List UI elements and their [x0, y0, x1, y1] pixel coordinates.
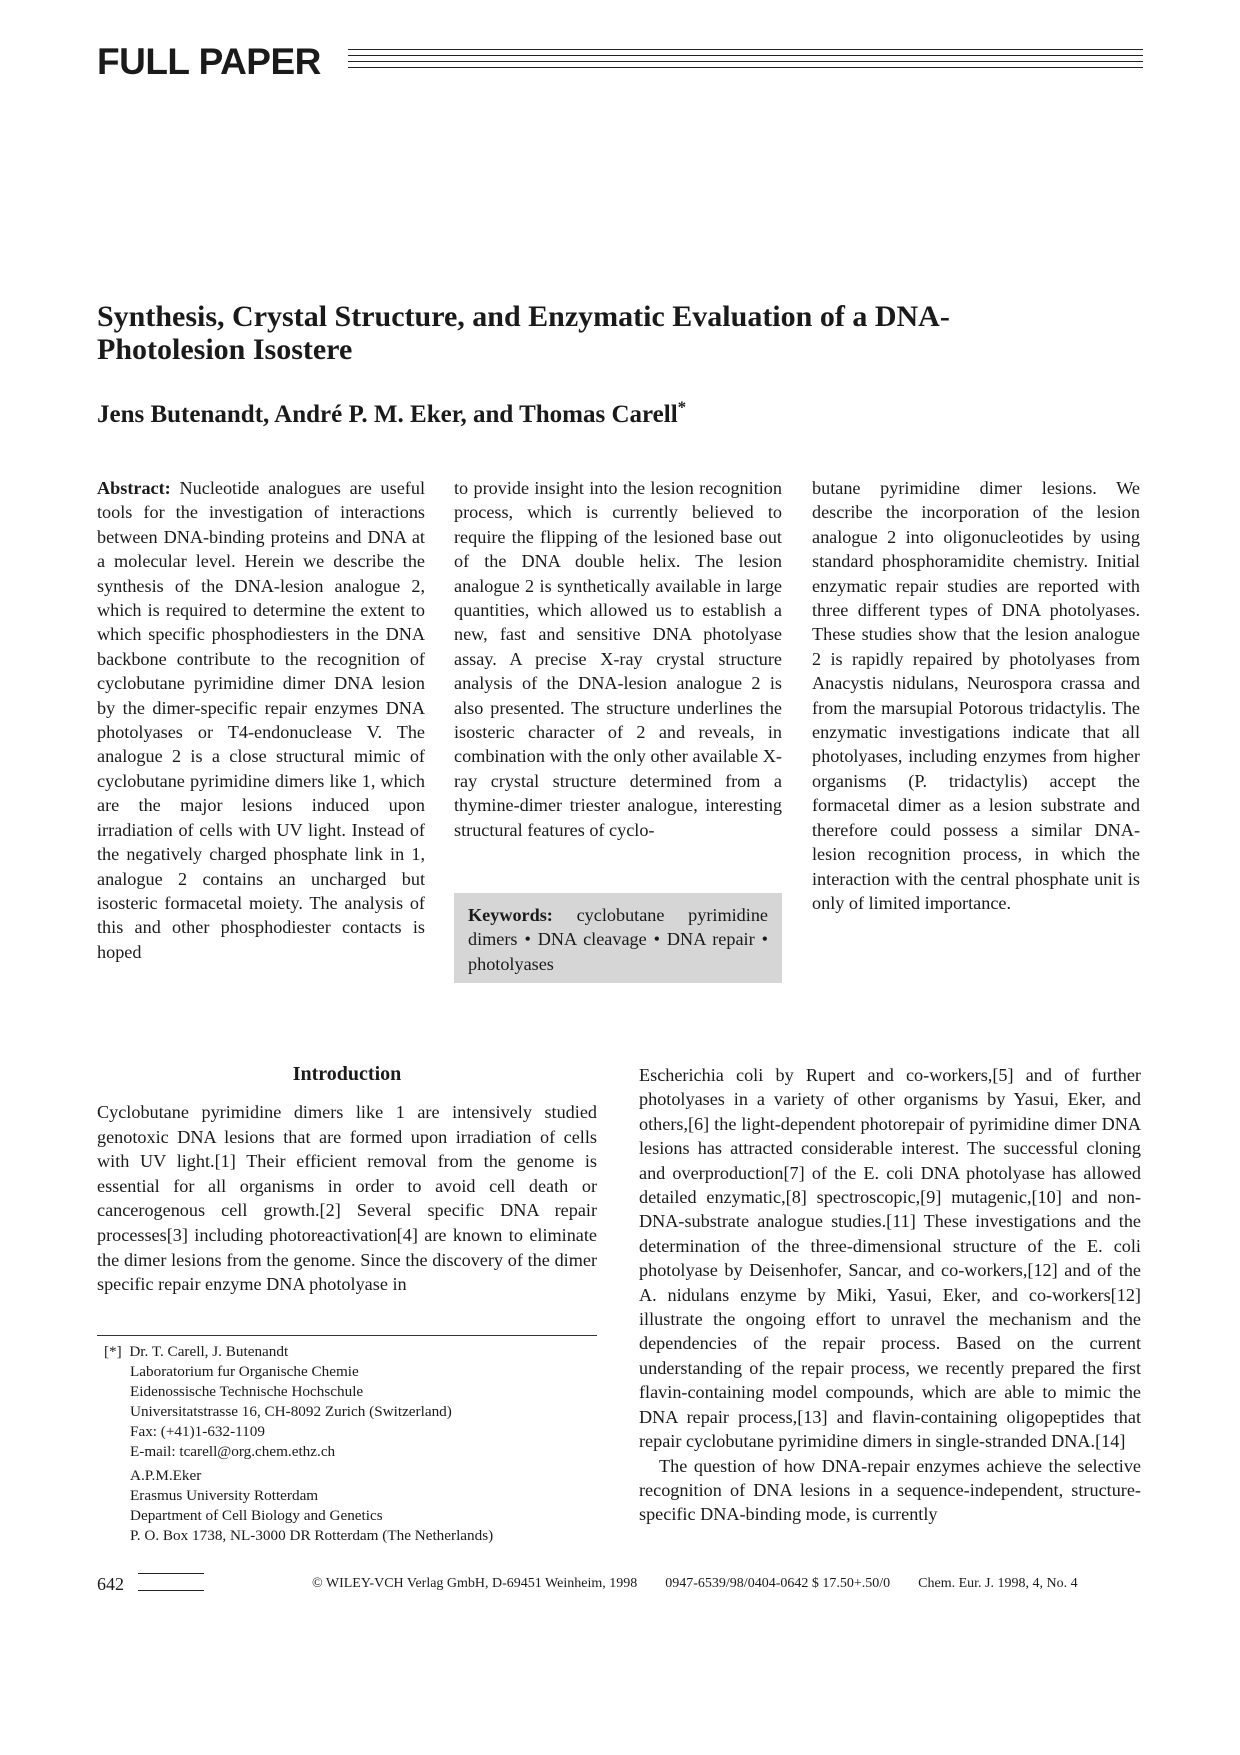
paper-title: Synthesis, Crystal Structure, and Enzymatic Evaluation of a DNA-Photolesion Isostere — [97, 300, 950, 366]
journal-citation: Chem. Eur. J. 1998, 4, No. 4 — [918, 1576, 1078, 1591]
abstract-text-2: to provide insight into the lesion recognition process, which is currently believed to require the flipping of the lesioned base out of the DNA double helix. The lesion analogue 2 is synthetically available in large quantities, which allowed us to establish a new, fast and sensitive DNA photolyase assay. A precise X-ray crystal structure analysis of the DNA-lesion analogue 2 is also presented. The structure underlines the isosteric character of 2 and reveals, in combination with the only other available X-ray crystal structure determined from a thymine-dimer triester analogue, interesting structural features of cyclo- — [454, 478, 782, 840]
keyword: DNA repair — [666, 929, 755, 950]
footnote-rule — [97, 1335, 597, 1336]
footnote-line: Fax: (+41)1-632-1109 — [130, 1423, 265, 1440]
footnote-line: A.P.M.Eker — [130, 1467, 202, 1484]
abstract-column-1 — [97, 476, 425, 964]
article-code: 0947-6539/98/0404-0642 $ 17.50+.50/0 — [665, 1576, 891, 1591]
section-label: FULL PAPER — [97, 41, 321, 82]
abstract-label: Abstract: — [97, 478, 171, 498]
intro-paragraph-2: The question of how DNA-repair enzymes achieve the selective recognition of DNA lesions in a sequence-independent, structure-specific DNA-binding mode, is currently — [639, 1455, 1141, 1525]
footnote-line: Universitatstrasse 16, CH-8092 Zurich (Switzerland) — [130, 1403, 452, 1420]
abstract-text-3: butane pyrimidine dimer lesions. We describe the incorporation of the lesion analogue 2 into oligonucleotides by using standard phosphoramidite chemistry. Initial enzymatic repair studies are reported with three different types of DNA photolyases. These studies show that the lesion analogue 2 is rapidly repaired by photolyases from Anacystis nidulans, Neurospora crassa and from the marsupial Potorous tridactylis. The enzymatic investigations indicate that all photolyases, including enzymes from higher organisms (P. tridactylis) accept the formacetal dimer as a lesion substrate and therefore could possess a similar DNA-lesion recognition process, in which the interaction with the central phosphate unit is only of limited importance. — [812, 478, 1140, 913]
abstract-text-1: Nucleotide analogues are useful tools for the investigation of interactions between DNA-binding proteins and DNA at a molecular level. Herein we describe the synthesis of the DNA-lesion analogue 2, which is required to determine the extent to which specific phosphodiesters in the DNA backbone contribute to the recognition of cyclobutane pyrimidine dimer DNA lesion by the dimer-specific repair enzymes DNA photolyases or T4-endonuclease V. The analogue 2 is a close structural mimic of cyclobutane pyrimidine dimers like 1, which are the major lesions induced upon irradiation of cells with UV light. Instead of the negatively charged phosphate link in 1, analogue 2 contains an uncharged but isosteric formacetal moiety. The analysis of this and other phosphodiester contacts is hoped — [97, 478, 425, 962]
corresponding-mark: * — [677, 397, 687, 417]
page-number-rules — [138, 1573, 204, 1596]
intro-column-1 — [97, 1100, 597, 1297]
intro-column-2 — [639, 1063, 1141, 1527]
footnote-line: Department of Cell Biology and Genetics — [130, 1507, 383, 1524]
keywords-label: Keywords: — [468, 905, 553, 925]
abstract-column-2 — [454, 476, 782, 842]
footnote-line: Dr. T. Carell, J. Butenandt — [129, 1343, 289, 1360]
footnote-line: P. O. Box 1738, NL-3000 DR Rotterdam (The Netherlands) — [130, 1527, 494, 1544]
header-rules — [348, 49, 1143, 73]
keyword: photolyases — [468, 953, 554, 974]
publisher-notice: © WILEY-VCH Verlag GmbH, D-69451 Weinheim, 1998 — [312, 1576, 638, 1591]
abstract-column-3 — [812, 476, 1140, 915]
footnote-marker: [*] — [104, 1343, 122, 1360]
keyword: cyclobutane pyrimidine dimers — [468, 905, 768, 950]
intro-paragraph-1: Escherichia coli by Rupert and co-workers,[5] and of further photolyases in a variety of other organisms by Yasui, Eker, and others,[6] the light-dependent photorepair of pyrimidine dimer DNA lesions has attracted considerable interest. The successful cloning and overproduction[7] of the E. coli DNA photolyase has allowed detailed enzymatic,[8] spectroscopic,[9] mutagenic,[10] and non-DNA-substrate analogue studies.[11] These investigations and the determination of the three-dimensional structure of the E. coli photolyase by Deisenhofer, Sancar, and co-workers,[12] and of the A. nidulans enzyme by Miki, Yasui, Eker, and co-workers[12] illustrate the ongoing effort to unravel the mechanism and the dependencies of the repair process. Based on the current understanding of the repair process, we recently prepared the first flavin-containing model compounds, which are able to mimic the DNA repair process,[13] and flavin-containing oligopeptides that repair cyclobutane pyrimidine dimers in single-stranded DNA.[14] — [639, 1065, 1141, 1452]
page-footer — [312, 1576, 1106, 1592]
keywords-box: Keywords: cyclobutane pyrimidine dimers • DNA cleavage • DNA repair • photolyases — [454, 893, 782, 983]
footnote-line: Eidenossische Technische Hochschule — [130, 1383, 364, 1400]
keyword: DNA cleavage — [537, 929, 647, 950]
page-number: 642 — [97, 1574, 124, 1594]
authors-text: Jens Butenandt, André P. M. Eker, and Thomas Carell — [97, 401, 678, 428]
footnote-line: E-mail: tcarell@org.chem.ethz.ch — [130, 1443, 336, 1460]
footnote-line: Laboratorium fur Organische Chemie — [130, 1363, 359, 1380]
author-list — [97, 397, 687, 430]
section-heading: Introduction — [292, 1063, 402, 1085]
affiliation-footnote — [104, 1342, 604, 1546]
footnote-line: Erasmus University Rotterdam — [130, 1487, 319, 1504]
intro-text-1: Cyclobutane pyrimidine dimers like 1 are intensively studied genotoxic DNA lesions that are formed upon irradiation of cells with UV light.[1] Their efficient removal from the genome is essential for all organisms in order to avoid cell death or cancerogenous cell growth.[2] Several specific DNA repair processes[3] including photoreactivation[4] are known to eliminate the dimer lesions from the genome. Since the discovery of the dimer specific repair enzyme DNA photolyase in — [97, 1102, 597, 1295]
